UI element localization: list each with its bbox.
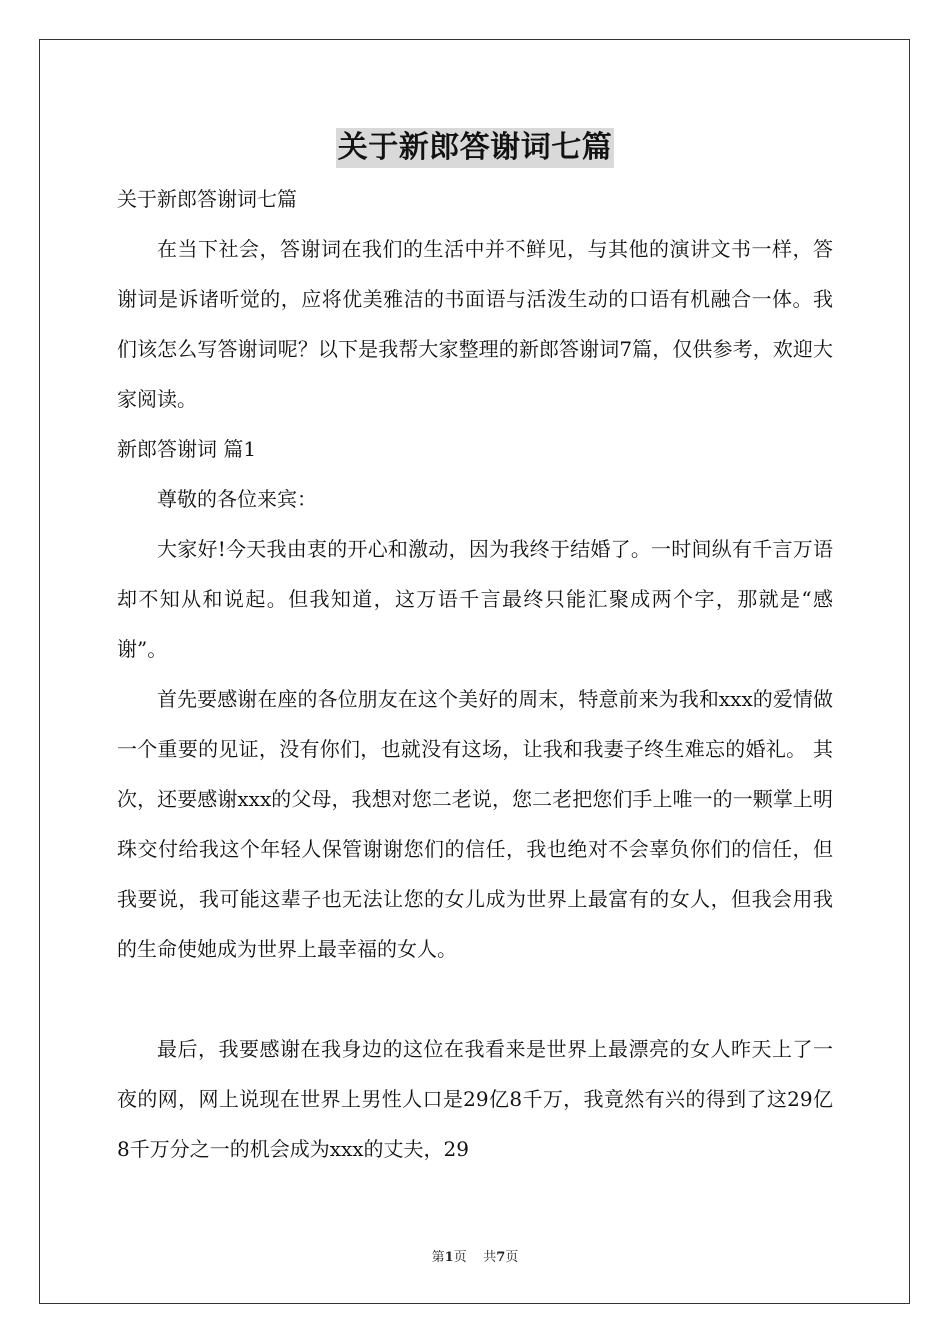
salutation: 尊敬的各位来宾： bbox=[157, 487, 317, 511]
total-prefix: 共 bbox=[483, 1250, 497, 1265]
paragraph-3: 最后，我要感谢在我身边的这位在我看来是世界上最漂亮的女人昨天上了一夜的网，网上说现在世界上男性人口是29亿8千万，我竟然有兴的得到了这29亿8千万分之一的机会成为xxx的丈夫，29 bbox=[117, 1037, 833, 1161]
document-title: 关于新郎答谢词七篇 bbox=[336, 128, 615, 168]
intro-paragraph: 在当下社会，答谢词在我们的生活中并不鲜见，与其他的演讲文书一样，答谢词是诉诸听觉的，应将优美雅洁的书面语与活泼生动的口语有机融合一体。我们该怎么写答谢词呢？以下是我帮大家整理的新郎答谢词7篇，仅供参考，欢迎大家阅读。 bbox=[117, 237, 833, 411]
page-number: 1 bbox=[444, 1250, 454, 1265]
paragraph-2: 首先要感谢在座的各位朋友在这个美好的周末，特意前来为我和xxx的爱情做一个重要的见证，没有你们，也就没有这场，让我和我妻子终生难忘的婚礼。 其次，还要感谢xxx的父母，我想对您二老说，您二老把您们手上唯一的一颗掌上明珠交付给我这个年轻人保管谢谢您们的信任，我也绝对不会辜负你们的信任，但我要说，我可能这辈子也无法让您的女儿成为世界上最富有的女人，但我会用我的生命使她成为世界上最幸福的女人。 bbox=[117, 687, 833, 961]
page-prefix: 第 bbox=[431, 1250, 445, 1265]
total-pages: 7 bbox=[496, 1250, 506, 1265]
page-unit: 页 bbox=[453, 1250, 467, 1265]
total-unit: 页 bbox=[505, 1250, 519, 1265]
page-footer bbox=[0, 1246, 950, 1265]
title-container bbox=[117, 128, 833, 168]
paragraph-1: 大家好!今天我由衷的开心和激动，因为我终于结婚了。一时间纵有千言万语却不知从和说起。但我知道，这万语千言最终只能汇聚成两个字，那就是“感谢”。 bbox=[117, 537, 833, 661]
section-heading: 新郎答谢词 篇1 bbox=[117, 437, 257, 461]
document-subtitle: 关于新郎答谢词七篇 bbox=[117, 187, 297, 211]
